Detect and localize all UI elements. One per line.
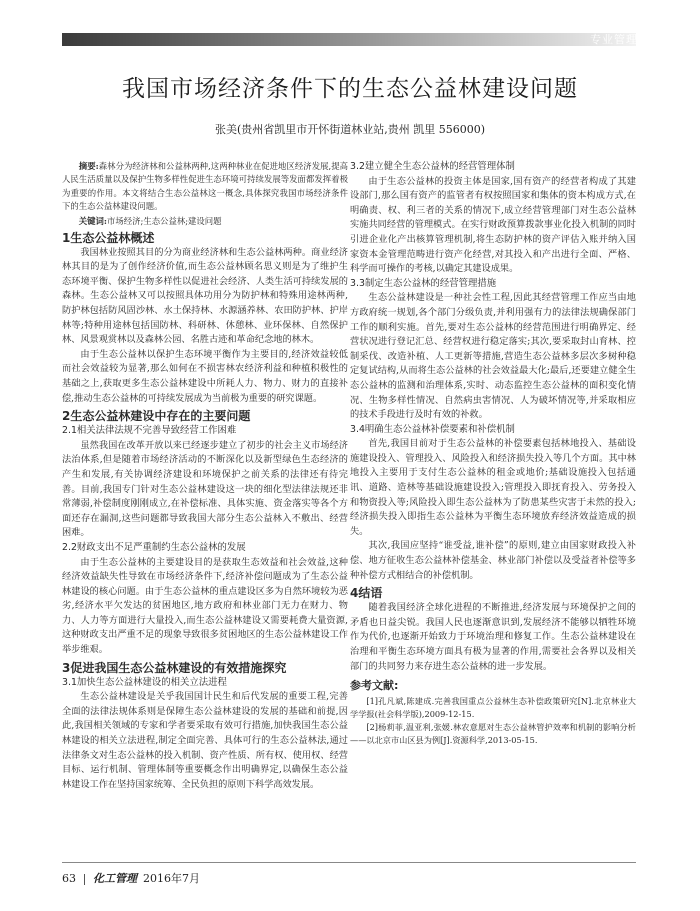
reference-item: [1]孔凡斌,陈建成.完善我国重点公益林生态补偿政策研究[N].北京林业大学学报(社会科学版),2009-12-15. xyxy=(350,696,636,720)
article-author: 张美(贵州省凯里市开怀街道林业站,贵州 凯里 556000) xyxy=(214,123,486,136)
section-3-heading: 3促进我国生态公益林建设的有效措施探究 xyxy=(62,660,287,675)
subsection-heading: 3.4明确生态公益林补偿要素和补偿机制 xyxy=(350,423,515,435)
reference-item: [2]杨莉菲,温亚利,张媛.林农意愿对生态公益林管护效率和机制的影响分析——以北京市山区县为例[J].资源科学,2013-05-15. xyxy=(350,722,636,746)
keywords-text: 市场经济;生态公益林;建设问题 xyxy=(107,215,222,226)
paragraph: 由于生态公益林的主要建设目的是获取生态效益和社会效益,这种经济效益缺失性导致在市场经济条件下,经济补偿问题成为了生态公益林建设的核心问题。由于生态公益林的重点建设区多为自然环境较为恶劣,经济水平欠发达的贫困地区,地方政府和林业部门无力在财力、物力、人力等方面进行大量投入,而生态公益林建设又需要耗费大量资源,这种财政支出严重不足的现象导致很多贫困地区的生态公益林建设工作举步维艰。 xyxy=(62,556,348,656)
page-footer xyxy=(62,870,200,886)
header-gradient xyxy=(62,33,636,46)
paragraph: 由于生态公益林以保护生态环境平衡作为主要目的,经济效益较低而社会效益较为显著,那么如何在不损害林农经济利益和种植积极性的基础之上,获取更多生态公益林建设中所耗人力、物力、财力的直接补偿,推动生态公益林的可持续发展成为当前极为重要的研究课题。 xyxy=(62,348,348,404)
abstract xyxy=(62,160,348,214)
section-1-heading: 1生态公益林概述 xyxy=(62,230,155,245)
subsection-heading: 3.3制定生态公益林的经营管理措施 xyxy=(350,277,497,289)
abstract-label: 摘要: xyxy=(78,161,99,171)
subsection-heading: 2.1相关法律法规不完善导致经营工作困难 xyxy=(62,425,237,437)
paragraph: 随着我国经济全球化进程的不断推进,经济发展与环境保护之间的矛盾也日益尖锐。我国人民也逐渐意识到,发展经济不能够以牺牲环境作为代价,也逐渐开始致力于环境治理和修复工作。生态公益林建设在治理和平衡生态环境方面具有极为显著的作用,需要社会各界以及相关部门的共同努力来存进生态公益林的进一步发展。 xyxy=(350,602,636,672)
footer-divider xyxy=(84,874,85,885)
right-column xyxy=(350,160,636,850)
page-number: 63 xyxy=(62,872,76,885)
section-2-heading: 2生态公益林建设中存在的主要问题 xyxy=(62,409,251,424)
abstract-text: 森林分为经济林和公益林两种,这两种林业在促进地区经济发展,提高人民生活质量以及保护生物多样性促进生态环境可持续发展等发面都发挥着极为重要的作用。本文将结合生态公益林这一概念,具体探究我国市场经济条件下的生态公益林建设问题。 xyxy=(62,161,348,212)
paragraph: 首先,我国目前对于生态公益林的补偿要素包括林地投入、基础设施建设投入、管理投入、风险投入和经济损失投入等几个方面。其中林地投入主要用于支付生态公益林的租金或地价;基础设施投入包括通讯、道路、造林等基础设施建设投入;管理投入即抚育投入、劳务投入和物资投入等;风险投入即生态公益林为了防患某些灾害于未然的投入;经济损失投入即指生态公益林为平衡生态环境放弃经济效益造成的损失。 xyxy=(350,438,636,537)
paragraph: 生态公益林建设是关乎我国国计民生和后代发展的重要工程,完善全面的法律法规体系则是保障生态公益林建设的发展的基础和前提,因此,我国相关领域的专家和学者要采取有效可行措施,加快我国生态公益林建设的相关立法进程,制定全面完善、具体可行的生态公益林法,通过法律条文对生态公益林的投入机制、资产性质、所有权、使用权、经营目标、运行机制、管理体制等重要概念作出明确界定,以确保生态公益林建设工作在坚持国家统筹、全民负担的原则下科学高效发展。 xyxy=(62,691,348,790)
paragraph: 其次,我国应坚持“谁受益,谁补偿”的原则,建立由国家财政投入补偿、地方征收生态公益林补偿基金、林业部门补偿以及受益者补偿等多种补偿方式相结合的补偿机制。 xyxy=(350,540,636,581)
section-4-heading: 4结语 xyxy=(350,586,383,601)
keywords-label: 关键词: xyxy=(78,215,108,226)
issue-date: 2016年7月 xyxy=(143,872,200,885)
references-heading: 参考文献: xyxy=(350,679,399,693)
paragraph: 由于生态公益林的投资主体是国家,国有资产的经营者构成了其建设部门,那么国有资产的监管者有权按照国家和集体的资本构成方式,在明确责、权、利三者的关系的情况下,成立经营管理部门对生态公益林实施共同经营的管理模式。在实行财政预算拨款事业化投入机制的同时引进企业化产出核算管理机制,将生态防护林的资产评估入账并纳入国家资本金管理范畴进行资产化经营,对其投入和产出进行全面、严格、科学而可操作的考核,以确定其建设成果。 xyxy=(350,175,636,275)
subsection-heading: 3.1加快生态公益林建设的相关立法进程 xyxy=(62,676,227,688)
paragraph: 生态公益林建设是一种社会性工程,因此其经营管理工作应当由地方政府统一规划,各个部门分级负责,并利用强有力的法律法规确保部门工作的顺利实施。首先,要对生态公益林的经营范围进行明确界定、经营状况进行登记汇总、经营权进行稳定落实;其次,要采取封山育林、控制采伐、改造补植、人工更新等措施,营造生态公益林多层次多树种稳定复试结构,从而将生态公益林的社会效益最大化;最后,还要建立健全生态公益林的监测和治理体系,实时、动态监控生态公益林的面积变化情况、生物多样性情况、自然病虫害情况、人为破坏情况等,并采取相应的技术手段进行及时有效的补救。 xyxy=(350,292,636,421)
paragraph: 我国林业按照其目的分为商业经济林和生态公益林两种。商业经济林其目的是为了创作经济价值,而生态公益林顾名思义则是为了维护生态环境平衡、保护生物多样性以促进社会经济、人类生活可持续发展的森林。生态公益林又可以按照具体功用分为防护林和特殊用途林两种,防护林包括防风固沙林、水土保持林、水源涵养林、农田防护林、护岸林等;特种用途林包括国防林、科研林、休憩林、业环保林、自然保护林、风景观赏林以及森林公园、名胜古迹和革命纪念地的林木。 xyxy=(62,246,348,346)
article-title: 我国市场经济条件下的生态公益林建设问题 xyxy=(122,76,578,102)
subsection-heading: 2.2财政支出不足严重制约生态公益林的发展 xyxy=(62,541,246,553)
section-label: 专业管理 xyxy=(590,33,638,46)
paragraph: 虽然我国在改革开放以来已经逐步建立了初步的社会主义市场经济法治体系,但是随着市场经济活动的不断深化以及新型绿色生态经济的产生和发展,有关协调经济建设和环境保护之前关系的法律还有待完善。目前,我国专门针对生态公益林建设这一块的细化型法律法规还非常薄弱,补偿制度刚刚成立,在补偿标准、具体实施、资金落实等各个方面还存在漏洞,这些问题都导致我国大部分生态公益林入不敷出、经营困难。 xyxy=(62,439,348,539)
footer-rule xyxy=(62,862,636,863)
subsection-heading: 3.2建立健全生态公益林的经营管理体制 xyxy=(350,161,515,172)
keywords xyxy=(62,214,348,228)
journal-name: 化工管理 xyxy=(93,872,137,885)
left-column xyxy=(62,160,348,850)
